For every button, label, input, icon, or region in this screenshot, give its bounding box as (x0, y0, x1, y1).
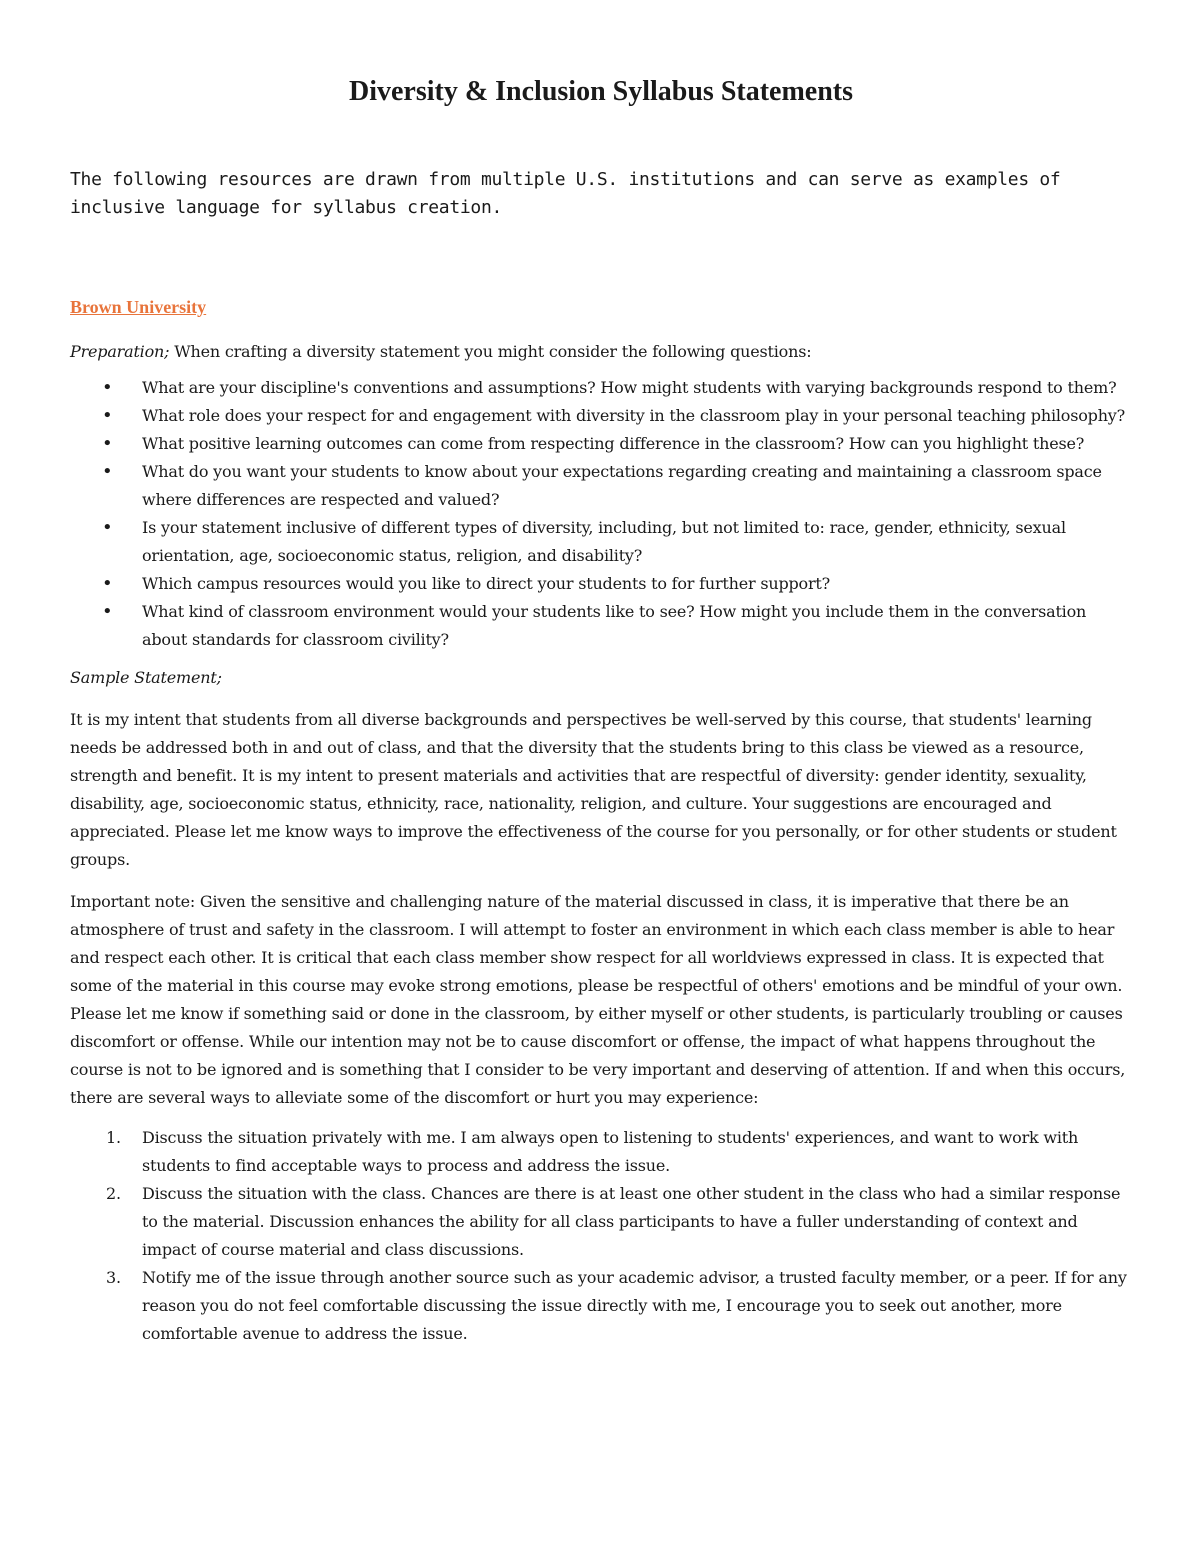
list-item (70, 1180, 1132, 1264)
list-item: • What kind of classroom environment would your students like to see? How might you include them in the conversation about standards for classroom civility? (70, 598, 1132, 654)
intent-paragraph: It is my intent that students from all diverse backgrounds and perspectives be well-served by this course, that students' learning needs be addressed both in and out of class, and that the diversity that the students bring to this class be viewed as a resource, strength and benefit. It is my intent to present materials and activities that are respectful of diversity: gender identity, sexuality, disability, age, socioeconomic status, ethnicity, race, nationality, religion, and culture. Your suggestions are encouraged and appreciated. Please let me know ways to improve the effectiveness of the course for you personally, or for other students or student groups. (70, 710, 1117, 869)
step-number: 3. (106, 1268, 121, 1287)
steps-list (70, 1124, 1132, 1348)
step-text: Discuss the situation privately with me. I am always open to listening to students' experiences, and want to work with students to find acceptable ways to process and address the issue. (142, 1128, 1079, 1175)
preparation-line (70, 338, 1132, 366)
step-number: 1. (106, 1128, 121, 1147)
document-page (70, 72, 1132, 1348)
questions-list (70, 374, 1132, 654)
list-item: • Is your statement inclusive of different types of diversity, including, but not limited to: race, gender, ethnicity, sexual orientation, age, socioeconomic status, religion, and disability? (70, 514, 1132, 570)
list-item (70, 1124, 1132, 1180)
brown-university-link[interactable]: Brown University (70, 297, 207, 317)
page-title: Diversity & Inclusion Syllabus Statements (348, 76, 854, 107)
preparation-label: Preparation; (70, 342, 170, 361)
sample-statement-label: Sample Statement; (70, 668, 222, 687)
step-text: Notify me of the issue through another source such as your academic advisor, a trusted faculty member, or a peer. If for any reason you do not feel comfortable discussing the issue directly with me, I encourage you to seek out another, more comfortable avenue to address the issue. (142, 1268, 1127, 1343)
preparation-text: When crafting a diversity statement you might consider the following questions: (169, 342, 812, 361)
list-item: • What role does your respect for and engagement with diversity in the classroom play in your personal teaching philosophy? (70, 402, 1132, 430)
important-note-paragraph: Important note: Given the sensitive and challenging nature of the material discussed in class, it is imperative that there be an atmosphere of trust and safety in the classroom. I will attempt to foster an environment in which each class member is able to hear and respect each other. It is critical that each class member show respect for all worldviews expressed in class. It is expected that some of the material in this course may evoke strong emotions, please be respectful of others' emotions and be mindful of your own. Please let me know if something said or done in the classroom, by either myself or other students, is particularly troubling or causes discomfort or offense. While our intention may not be to cause discomfort or offense, the impact of what happens throughout the course is not to be ignored and is something that I consider to be very important and deserving of attention. If and when this occurs, there are several ways to alleviate some of the discomfort or hurt you may experience: (70, 892, 1126, 1107)
list-item: • What are your discipline's conventions and assumptions? How might students with varying backgrounds respond to them? (70, 374, 1132, 402)
list-item: • What positive learning outcomes can come from respecting difference in the classroom? How can you highlight these? (70, 430, 1132, 458)
step-number: 2. (106, 1184, 121, 1203)
step-text: Discuss the situation with the class. Chances are there is at least one other student in the class who had a similar response to the material. Discussion enhances the ability for all class participants to have a fuller understanding of context and impact of course material and class discussions. (142, 1184, 1121, 1259)
intro-paragraph: The following resources are drawn from multiple U.S. institutions and can serve as examples of inclusive language for syllabus creation. (70, 169, 1061, 218)
list-item: • What do you want your students to know about your expectations regarding creating and maintaining a classroom space where differences are respected and valued? (70, 458, 1132, 514)
list-item (70, 1264, 1132, 1348)
list-item: • Which campus resources would you like to direct your students to for further support? (70, 570, 1132, 598)
